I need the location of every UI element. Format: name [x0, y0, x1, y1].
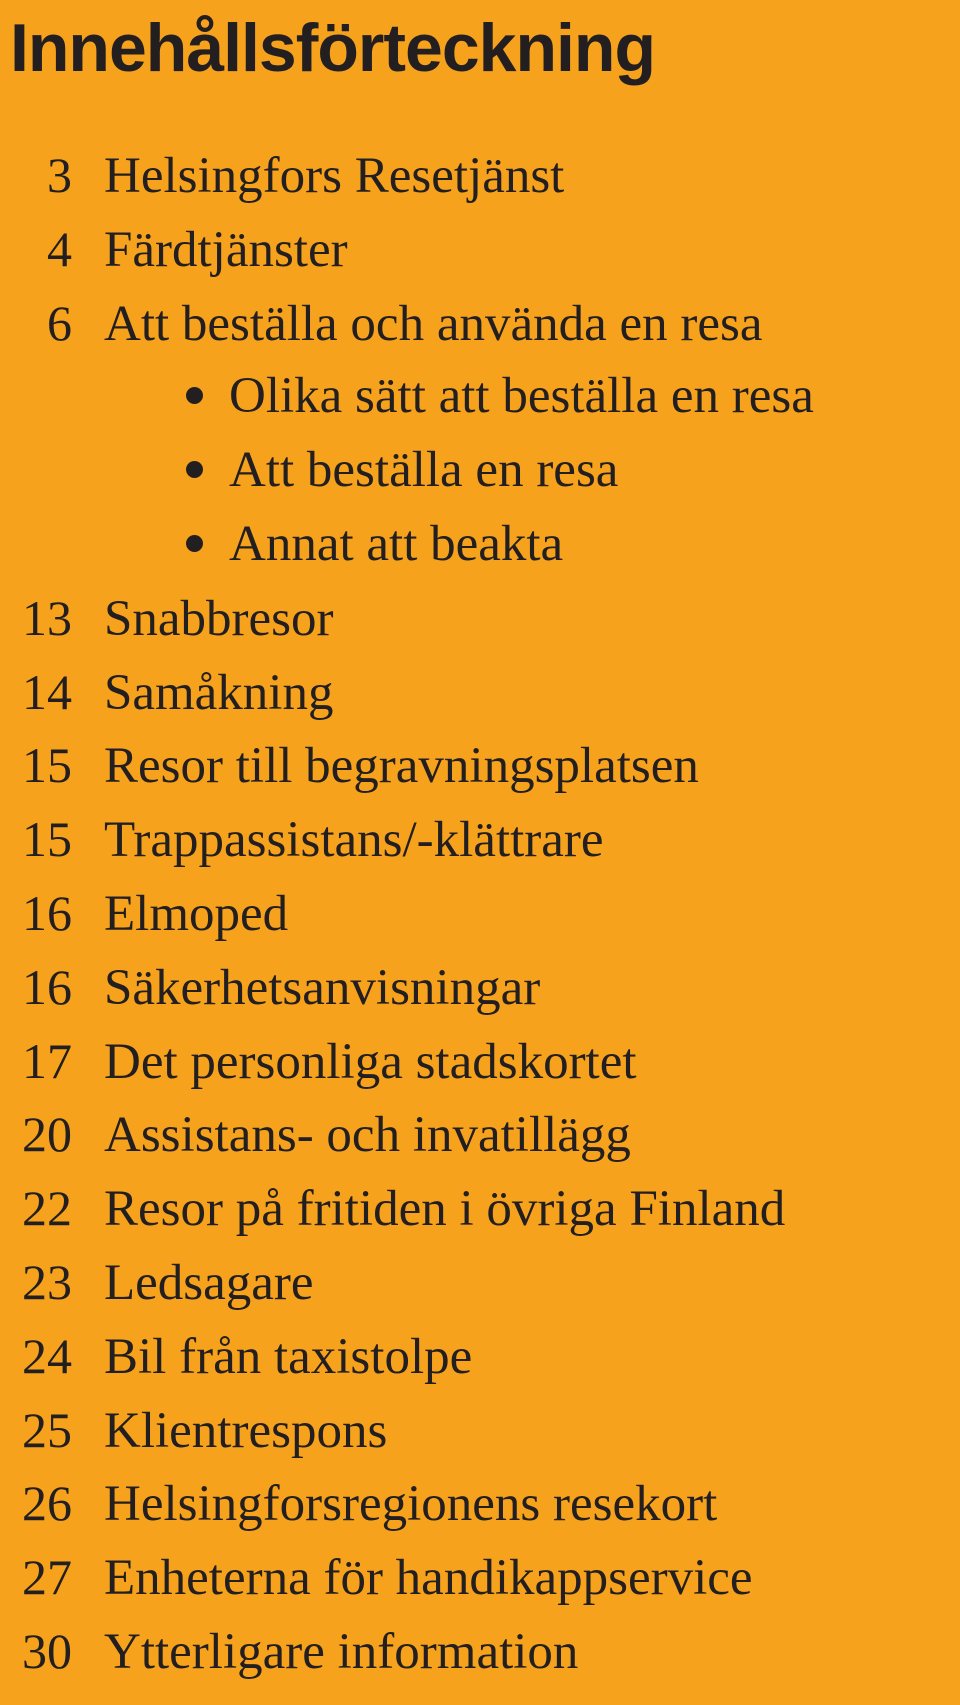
toc-entry[interactable]: [0, 1614, 960, 1688]
toc-entry[interactable]: [0, 1245, 960, 1319]
toc-page-number: 15: [22, 811, 72, 868]
toc-page-number: 16: [22, 884, 72, 941]
toc-entry-title: Trappassistans/-klättrare: [104, 812, 604, 869]
toc-page-number: 20: [22, 1106, 72, 1163]
toc-entry-title: Säkerhetsanvisningar: [104, 959, 541, 1016]
toc-entry-title: Resor till begravningsplatsen: [104, 738, 699, 795]
toc-entry-title: Enheterna för handikappservice: [104, 1550, 753, 1607]
toc-entry-title: Samåkning: [104, 664, 334, 721]
toc-entry-title: Assistans- och invatillägg: [104, 1107, 631, 1164]
toc-page-number: 4: [47, 220, 72, 277]
toc-entry[interactable]: [0, 728, 960, 802]
toc-entry[interactable]: [0, 1393, 960, 1467]
toc-subentry-title: Olika sätt att beställa en resa: [229, 368, 814, 425]
toc-page-number: 17: [22, 1032, 72, 1089]
toc-entry-title: Elmoped: [104, 885, 289, 942]
toc-entry[interactable]: [0, 1024, 960, 1098]
toc-page-number: 13: [22, 589, 72, 646]
page-title: Innehållsförteckning: [10, 10, 655, 86]
toc-subentry-title: Annat att beakta: [229, 515, 564, 572]
table-of-contents: [0, 138, 960, 1688]
bullet-icon: [186, 461, 203, 478]
toc-page-number: 23: [22, 1253, 72, 1310]
toc-entry[interactable]: [0, 286, 960, 360]
toc-entry[interactable]: [0, 1097, 960, 1171]
bullet-icon: [186, 387, 203, 404]
toc-entry[interactable]: [0, 1319, 960, 1393]
toc-page-number: 15: [22, 737, 72, 794]
toc-page-number: 24: [22, 1327, 72, 1384]
toc-page-number: 26: [22, 1475, 72, 1532]
toc-page-number: 30: [22, 1622, 72, 1679]
toc-page-number: 3: [47, 147, 72, 203]
toc-page-number: 6: [47, 294, 72, 351]
bullet-icon: [186, 535, 203, 552]
toc-entry-title: Ledsagare: [104, 1254, 314, 1311]
toc-entry[interactable]: [0, 212, 960, 286]
toc-page-number: 25: [22, 1401, 72, 1458]
toc-page-number: 16: [22, 958, 72, 1015]
toc-entry[interactable]: [0, 1540, 960, 1614]
toc-entry-title: Det personliga stadskortet: [104, 1033, 637, 1090]
toc-entry[interactable]: [0, 802, 960, 876]
toc-entry-title: Bil från taxistolpe: [104, 1328, 473, 1385]
toc-entry[interactable]: [0, 876, 960, 950]
toc-entry-title: Snabbresor: [104, 590, 334, 647]
toc-entry-title: Resor på fritiden i övriga Finland: [104, 1181, 786, 1238]
toc-entry[interactable]: [0, 581, 960, 655]
toc-subentry[interactable]: [0, 359, 960, 433]
toc-entry[interactable]: [0, 1466, 960, 1540]
toc-subentry[interactable]: [0, 433, 960, 507]
toc-page-number: 22: [22, 1180, 72, 1237]
toc-subentry-title: Att beställa en resa: [229, 442, 619, 499]
toc-entry-title: Ytterligare information: [104, 1623, 579, 1680]
toc-subentry[interactable]: [0, 507, 960, 581]
toc-entry[interactable]: [0, 950, 960, 1024]
toc-entry[interactable]: [0, 138, 960, 212]
toc-entry-title: Färdtjänster: [104, 221, 348, 278]
toc-entry-title: Klientrespons: [104, 1402, 388, 1459]
toc-page-number: 27: [22, 1549, 72, 1606]
toc-entry-title: Helsingforsregionens resekort: [104, 1476, 718, 1533]
toc-entry[interactable]: [0, 655, 960, 729]
toc-entry-title: Helsingfors Resetjänst: [104, 148, 565, 204]
toc-page-number: 14: [22, 663, 72, 720]
toc-entry[interactable]: [0, 1171, 960, 1245]
toc-entry-title: Att beställa och använda en resa: [104, 295, 763, 352]
